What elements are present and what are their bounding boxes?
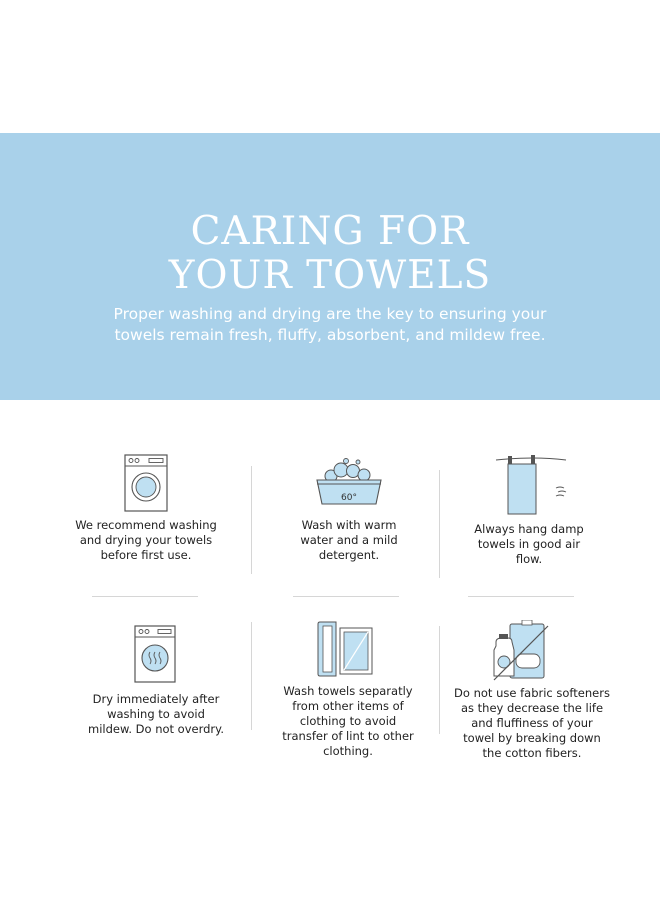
tip-caption: Wash with warm water and a mild detergent. [300,518,398,562]
tip-caption: Always hang damp towels in good air flow. [474,522,584,566]
page-subtitle: Proper washing and drying are the key to ensuring your towels remain fresh, fluffy, absorbent, and mildew free. [113,305,547,344]
temperature-label: 60° [341,493,357,503]
divider-horizontal [92,596,198,597]
washing-machine-icon [124,454,168,516]
wash-basin-icon [313,458,385,512]
divider-vertical [251,622,252,730]
divider-horizontal [468,596,574,597]
tip-caption: Wash towels separatly from other items of clothing to avoid transfer of lint to other clothing. [282,684,414,758]
divider-vertical [251,466,252,574]
tip-caption: We recommend washing and drying your towels before first use. [75,518,217,562]
hanging-towel-icon [494,454,574,520]
tip-caption: Dry immediately after washing to avoid mildew. Do not overdry. [88,692,224,736]
page-title-line1: CARING FOR [190,209,470,254]
dryer-icon [134,625,176,687]
separate-towels-icon [316,620,376,682]
divider-vertical [439,470,440,578]
no-fabric-softener-icon [490,620,554,688]
divider-vertical [439,626,440,734]
divider-horizontal [293,596,399,597]
tip-caption: Do not use fabric softeners as they decrease the life and fluffiness of your towel by breaking down the cotton fibers. [454,686,610,760]
page-title-line2: YOUR TOWELS [168,253,492,298]
